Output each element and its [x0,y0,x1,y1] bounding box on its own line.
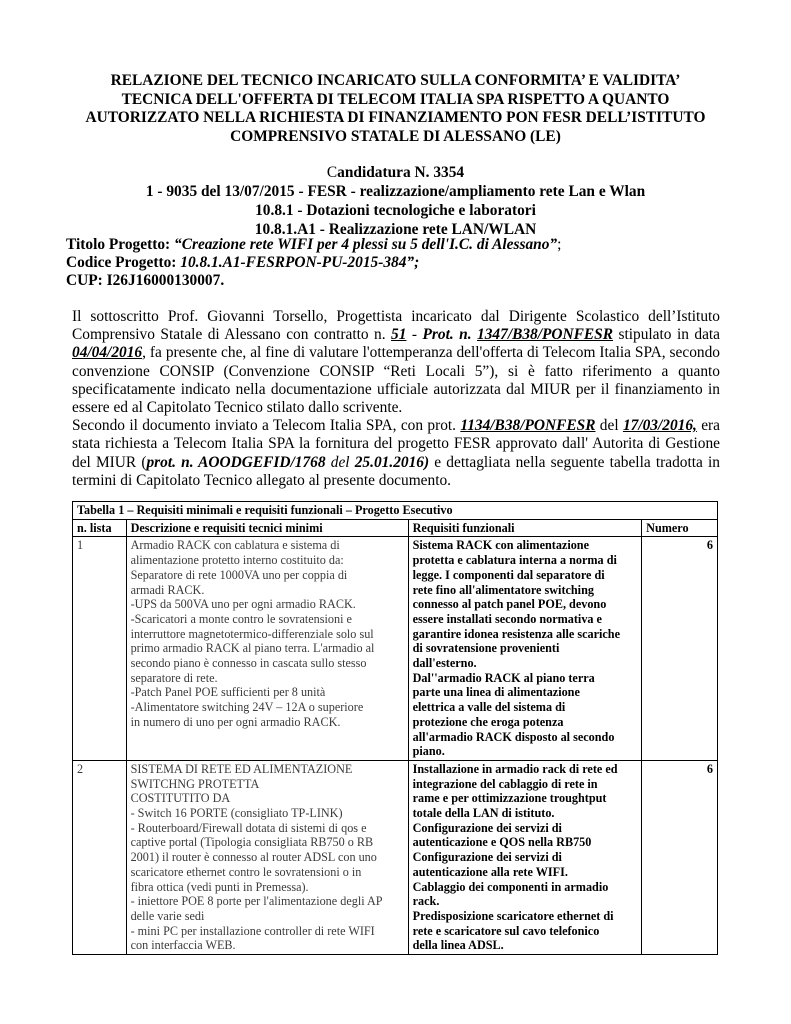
desc-line: - Routerboard/Firewall dotata di sistemi di qos e [130,820,367,835]
func-line: connesso al patch panel POE, devono [412,597,607,612]
text-run: era stata richiesta a Telecom Italia SPA la fornitura del progetto FESR approvato dall' Autorita di Gestione del MIUR ( [72,417,721,471]
desc-line: COSTITUTITO DA [130,791,231,806]
candidatura-line: 1 - 9035 del 13/07/2015 - FESR - realizzazione/ampliamento rete Lan e Wlan [145,183,646,200]
titolo-progetto [66,236,561,254]
candidatura-line: 10.8.1.A1 - Realizzazione rete LAN/WLAN [254,221,537,238]
func-line: dall'esterno. [412,656,477,671]
candidatura-title-rest: andidatura N. 3354 [337,164,465,181]
func-line: legge. I componenti dal separatore di [412,567,605,582]
desc-line: -Alimentatore switching 24V – 12A o superiore [130,700,364,715]
desc-line: -Patch Panel POE sufficienti per 8 unità [130,685,326,700]
table-row [73,760,718,954]
func-line: Sistema RACK con alimentazione [412,538,589,553]
document-title [60,72,731,146]
requirements-table [72,501,718,955]
header-cell: Numero [642,519,718,537]
desc-line: SWITCHNG PROTETTA [130,776,260,791]
cup-code: CUP: I26J16000130007. [66,272,225,289]
desc-line: Separatore di rete 1000VA uno per coppia di [130,567,348,582]
desc-line: - iniettore POE 8 porte per l'alimentazione degli AP [130,894,383,909]
table-caption: Tabella 1 – Requisiti minimali e requisiti funzionali – Progetto Esecutivo [73,502,718,520]
candidatura-first-letter: C [326,164,338,181]
contract-date: 04/04/2016 [72,344,143,362]
miur-prot: prot. n. AOODGEFID/1768 [146,453,326,471]
title-line: COMPRENSIVO STATALE DI ALESSANO (LE) [230,127,561,145]
func-line: Cablaggio dei componenti in armadio [412,879,609,894]
titolo-label: Titolo Progetto: [66,236,171,253]
desc-line: armadi RACK. [130,582,205,597]
desc-line: -UPS da 500VA uno per ogni armadio RACK. [130,597,356,612]
func-line: parte una linea di alimentazione [412,685,580,700]
text-run: Secondo il documento inviato a Telecom Italia SPA, con prot. [72,417,461,435]
paragraph [72,308,720,417]
func-line: rete fino all'alimentatore switching [412,582,594,597]
func-line: all'armadio RACK disposto al secondo [412,729,615,744]
func-line: rack. [412,894,440,909]
table-row [73,537,718,761]
desc-line: - mini PC per installazione controller di rete WIFI [130,923,375,938]
func-line: Predisposizione scaricatore ethernet di [412,908,614,923]
row-quantity: 6 [642,760,718,954]
desc-line: captive portal (Tipologia consigliata RB750 o RB [130,835,374,850]
paragraph [72,417,720,490]
prot-number: 1134/B38/PONFESR [460,417,596,435]
desc-line: fibra ottica (vedi punti in Premessa). [130,879,309,894]
desc-line: -Scaricatori a monte contro le sovratensioni e [130,611,352,626]
contract-number: 51 [391,326,407,344]
row-description [126,537,408,761]
desc-line: con interfaccia WEB. [130,938,236,953]
header-cell: Requisiti funzionali [408,519,642,537]
titolo-end: ; [557,236,562,253]
func-line: Dal''armadio RACK al piano terra [412,670,595,685]
func-line: autenticazione alla rete WIFI. [412,864,568,879]
row-number: 1 [73,537,127,761]
row-quantity: 6 [642,537,718,761]
row-functional-requirements [408,537,642,761]
candidatura-title [60,163,731,182]
body-text [72,308,720,490]
prot-number: 1347/B38/PONFESR [477,326,614,344]
text-run: - [406,326,423,344]
text-run: del [595,417,623,435]
func-line: Configurazione dei servizi di [412,820,562,835]
func-line: essere installati secondo normativa e [412,611,602,626]
func-line: protetta e cablatura interna a norma di [412,553,617,568]
table-header-row [73,519,718,537]
desc-line: - Switch 16 PORTE (consigliato TP-LINK) [130,806,343,821]
codice-progetto [66,254,561,272]
desc-line: in numero di uno per ogni armadio RACK. [130,714,341,729]
codice-label: Codice Progetto: [66,254,177,271]
request-date: 17/03/2016, [622,417,697,435]
text-run: stipulato in data [613,326,721,344]
func-line: garantire idonea resistenza alle scariche [412,626,620,641]
desc-line: 2001) il router è connesso al router ADSL con uno [130,850,377,865]
title-line: TECNICA DELL'OFFERTA DI TELECOM ITALIA SPA RISPETTO A QUANTO [121,90,670,108]
func-line: piano. [412,744,445,759]
row-number: 2 [73,760,127,954]
text-run: e dettagliata nella seguente tabella tradotta in termini di Capitolato Tecnico allegato al presente documento. [72,453,721,489]
func-line: totale della LAN di istituto. [412,806,555,821]
title-line: AUTORIZZATO NELLA RICHIESTA DI FINANZIAMENTO PON FESR DELL’ISTITUTO [85,109,706,126]
func-line: di sovratensione provenienti [412,641,560,656]
project-meta [66,236,561,290]
func-line: Installazione in armadio rack di rete ed [412,761,618,776]
func-line: della linea ADSL. [412,938,504,953]
table-caption-row [73,502,718,520]
header-cell: Descrizione e requisiti tecnici minimi [126,519,408,537]
title-line: RELAZIONE DEL TECNICO INCARICATO SULLA CONFORMITA’ E VALIDITA’ [110,72,681,89]
desc-line: primo armadio RACK al piano terra. L'armadio al [130,641,375,656]
codice-value: 10.8.1.A1-FESRPON-PU-2015-384”; [180,254,420,271]
desc-line: secondo piano è connesso in cascata sullo stesso [130,656,367,671]
text-run: , fa presente che, al fine di valutare l'ottemperanza dell'offerta di Telecom Italia SPA, secondo convenzione CONSIP (Convenzione CONSIP “Reti Locali 5”), si è fatto riferimento a quanto specificatamente indicato nella documentazione ufficiale autorizzata dal MIUR per il finanziamento in essere ed al Capitolato Tecnico stilato dallo scrivente. [72,344,720,417]
func-line: rete e scaricatore sul cavo telefonico [412,923,600,938]
titolo-value: “Creazione rete WIFI per 4 plessi su 5 dell'I.C. di Alessano” [174,236,558,253]
func-line: Configurazione dei servizi di [412,850,562,865]
desc-line: interruttore magnetotermico-differenziale solo sul [130,626,374,641]
desc-line: alimentazione protetto interno costituito da: [130,553,344,568]
prot-label: Prot. n. [422,326,478,344]
row-description [126,760,408,954]
desc-line: Armadio RACK con cablatura e sistema di [130,538,340,553]
desc-line: scaricatore ethernet contro le sovratensioni o in [130,864,362,879]
func-line: elettrica a valle del sistema di [412,700,566,715]
func-line: protezione che eroga potenza [412,714,564,729]
miur-date: 25.01.2016) [354,453,430,471]
func-line: autenticazione e QOS nella RB750 [412,835,592,850]
text-run: Il sottoscritto Prof. Giovanni Torsello, Progettista incaricato dal Dirigente Scolastico dell’Istituto Comprensivo Statale di Alessano con contratto n. [72,308,720,344]
header-cell: n. lista [73,519,127,537]
text-run: del [325,453,355,471]
desc-line: delle varie sedi [130,908,205,923]
func-line: rame e per ottimizzazione troughtput [412,791,607,806]
candidatura-line: 10.8.1 - Dotazioni tecnologiche e laboratori [255,202,536,219]
func-line: integrazione del cablaggio di rete in [412,776,598,791]
desc-line: SISTEMA DI RETE ED ALIMENTAZIONE [130,761,353,776]
candidatura-block [60,163,731,239]
row-functional-requirements [408,760,642,954]
desc-line: separatore di rete. [130,670,218,685]
